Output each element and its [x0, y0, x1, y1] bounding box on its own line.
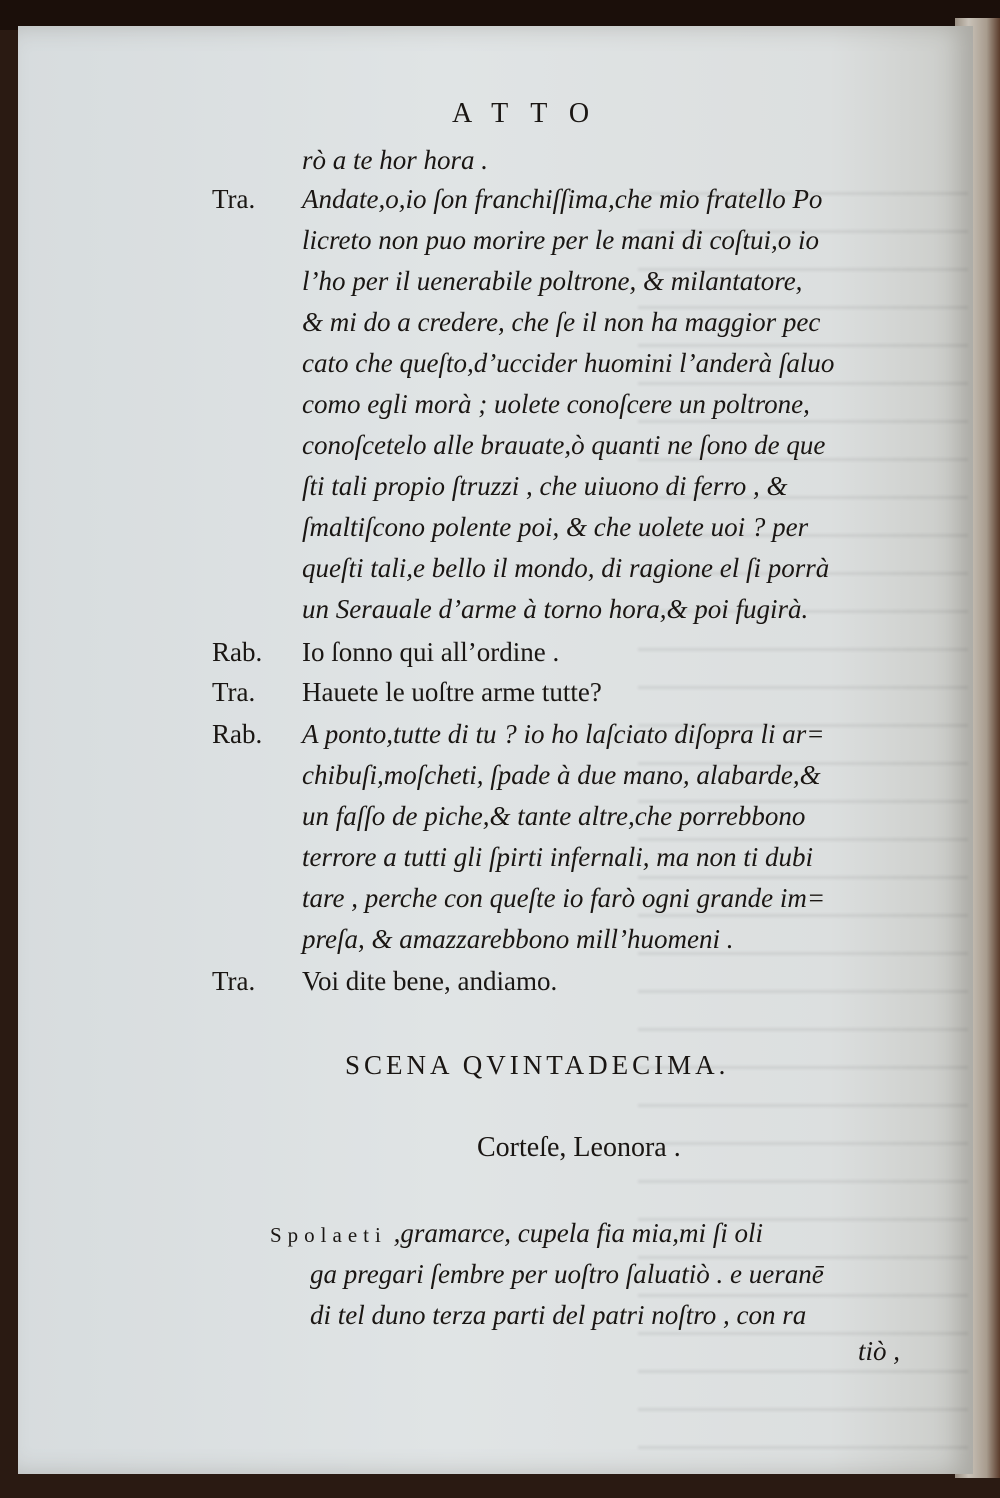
- text-line: Andate,o,io ſon franchiſſima,che mio fratello Po: [302, 184, 823, 214]
- text-line: licreto non puo morire per le mani di coſtui,o io: [302, 225, 819, 255]
- text-line: di tel duno terza parti del patri noſtro , con ra: [310, 1300, 807, 1330]
- text-line: ga pregari ſembre per uoſtro ſaluatiò . e ueranē: [310, 1259, 824, 1289]
- text-line: A ponto,tutte di tu ? io ho laſciato diſopra li ar=: [302, 719, 825, 749]
- text-line: conoſcetelo alle brauate,ò quanti ne ſono de que: [302, 430, 826, 460]
- catchword: tiò ,: [858, 1336, 901, 1366]
- dialect-first-line: [270, 1218, 763, 1249]
- first-line-rest: ,gramarce, cupela fia mia,mi ſi oli: [386, 1218, 764, 1248]
- text-line: cato che queſto,d’uccider huomini l’anderà ſaluo: [302, 348, 835, 378]
- text-line: queſti tali,e bello il mondo, di ragione el ſi porrà: [302, 553, 830, 583]
- text-line: Io ſonno qui all’ordine .: [302, 637, 560, 667]
- text-line: ſmaltiſcono polente poi, & che uolete uoi ? per: [302, 512, 809, 542]
- running-header: ATTO: [452, 98, 612, 129]
- text-line: ſti tali propio ſtruzzi , che uiuono di ferro , &: [302, 471, 788, 501]
- speaker-label: Tra.: [212, 966, 256, 996]
- text-line: Hauete le uoſtre arme tutte?: [302, 677, 602, 707]
- text-line: como egli morà ; uolete conoſcere un poltrone,: [302, 389, 810, 419]
- text-line: terrore a tutti gli ſpirti infernali, ma non ti dubi: [302, 842, 814, 872]
- scene-characters: Corteſe, Leonora .: [477, 1132, 681, 1163]
- text-line: tare , perche con queſte io farò ogni grande im=: [302, 883, 826, 913]
- text-line: & mi do a credere, che ſe il non ha maggior pec: [302, 307, 821, 337]
- text-line: preſa, & amazzarebbono mill’huomeni .: [302, 924, 734, 954]
- text-line: chibuſi,moſcheti, ſpade à due mano, alabarde,&: [302, 760, 821, 790]
- speaker-label: Tra.: [212, 677, 256, 707]
- text-line: un faſſo de piche,& tante altre,che porrebbono: [302, 801, 806, 831]
- text-line: un Serauale d’arme à torno hora,& poi fugirà.: [302, 594, 809, 624]
- speaker-label: Tra.: [212, 184, 256, 214]
- text-line: l’ho per il uenerabile poltrone, & milantatore,: [302, 266, 803, 296]
- text-line: Voi dite bene, andiamo.: [302, 966, 558, 996]
- scene-title: SCENA QVINTADECIMA.: [345, 1050, 730, 1080]
- text-line: rò a te hor hora .: [302, 145, 489, 175]
- speaker-label: Rab.: [212, 637, 263, 667]
- speaker-label: Rab.: [212, 719, 263, 749]
- opening-word: Spolaeti: [270, 1223, 387, 1247]
